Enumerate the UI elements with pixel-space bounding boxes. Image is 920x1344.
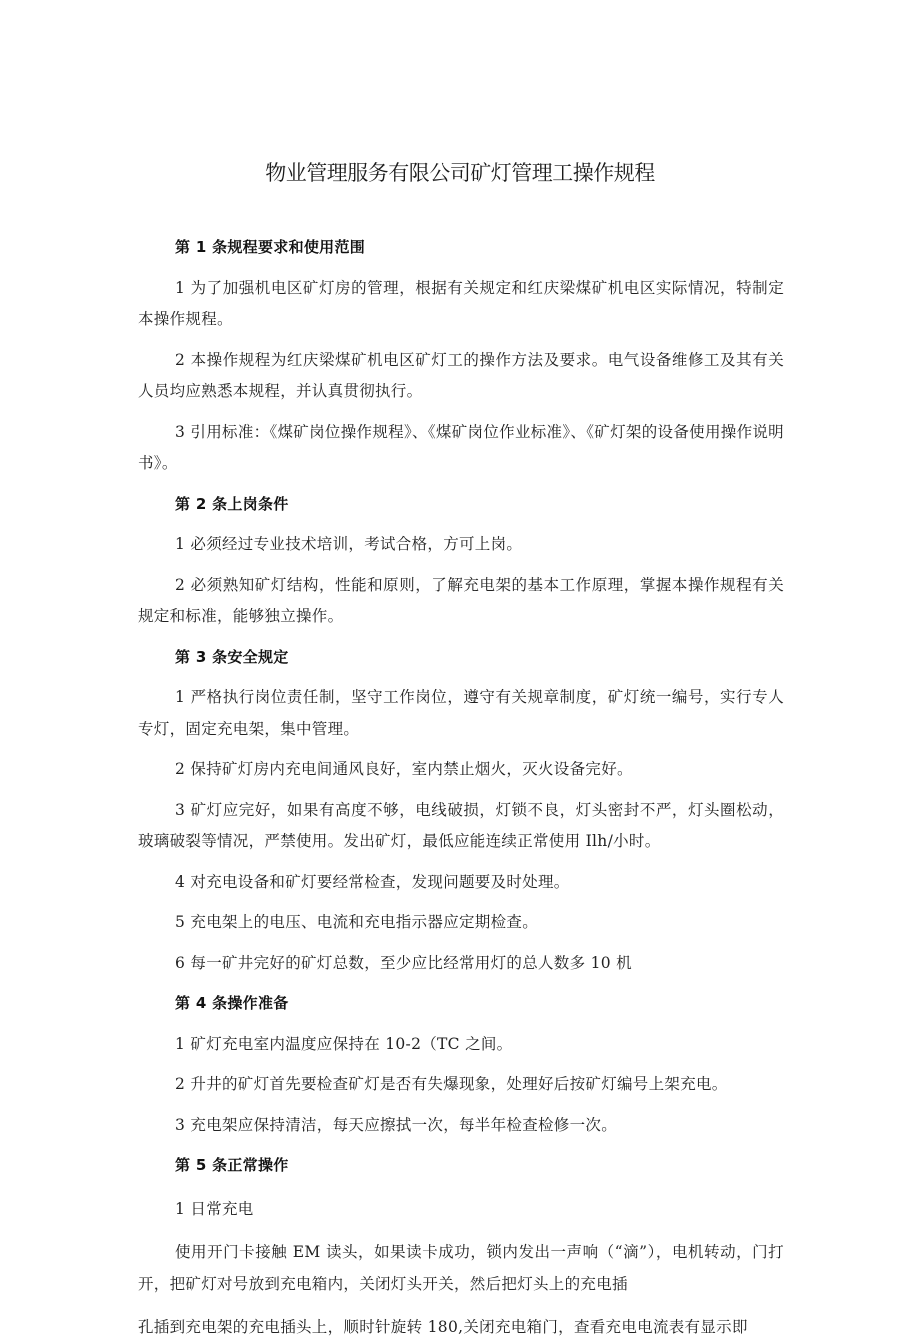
paragraph: 4 对充电设备和矿灯要经常检查，发现问题要及时处理。 <box>175 872 570 891</box>
paragraph: 3 充电架应保持清洁，每天应擦拭一次，每半年检查检修一次。 <box>175 1115 617 1134</box>
page-title: 物业管理服务有限公司矿灯管理工操作规程 <box>265 161 655 185</box>
paragraph: 2 保持矿灯房内充电间通风良好，室内禁止烟火，灭火设备完好。 <box>175 760 633 778</box>
paragraph: 2 本操作规程为红庆梁煤矿机电区矿灯工的操作方法及要求。电气设备维修工及其有关人员均应熟悉本规程，并认真贯彻执行。 <box>138 350 784 400</box>
section-heading-4: 第 4 条操作准备 <box>175 994 289 1012</box>
section-heading-5: 第 5 条正常操作 <box>175 1156 289 1174</box>
paragraph: 1 必须经过专业技术培训，考试合格，方可上岗。 <box>175 535 523 553</box>
paragraph: 3 引用标准：《煤矿岗位操作规程》、《煤矿岗位作业标准》、《矿灯架的设备使用操作说明书》。 <box>138 422 784 472</box>
paragraph: 1 严格执行岗位责任制，坚守工作岗位，遵守有关规章制度，矿灯统一编号，实行专人专灯，固定充电架，集中管理。 <box>138 688 784 738</box>
paragraph: 6 每一矿井完好的矿灯总数，至少应比经常用灯的总人数多 10 机 <box>175 953 632 972</box>
paragraph: 2 升井的矿灯首先要检查矿灯是否有失爆现象，处理好后按矿灯编号上架充电。 <box>175 1075 728 1093</box>
paragraph: 孔插到充电架的充电插头上，顺时针旋转 180,关闭充电箱门，查看充电电流表有显示即 <box>138 1318 748 1336</box>
paragraph: 5 充电架上的电压、电流和充电指示器应定期检查。 <box>175 913 538 931</box>
section-heading-3: 第 3 条安全规定 <box>175 647 289 666</box>
section-heading-1: 第 1 条规程要求和使用范围 <box>175 238 366 256</box>
paragraph: 1 为了加强机电区矿灯房的管理，根据有关规定和红庆梁煤矿机电区实际情况，特制定本操作规程。 <box>138 278 784 328</box>
section-heading-2: 第 2 条上岗条件 <box>175 494 289 513</box>
paragraph: 使用开门卡接触 EM 读头，如果读卡成功，锁内发出一声响（“滴”），电机转动，门打开，把矿灯对号放到充电箱内，关闭灯头开关，然后把灯头上的充电插 <box>138 1243 784 1293</box>
paragraph: 1 矿灯充电室内温度应保持在 10-2（TC 之间。 <box>175 1034 513 1053</box>
paragraph: 3 矿灯应完好，如果有高度不够，电线破损，灯锁不良，灯头密封不严，灯头圈松动，玻璃破裂等情况，严禁使用。发出矿灯，最低应能连续正常使用 Ilh/小时。 <box>138 800 784 850</box>
paragraph: 1 日常充电 <box>175 1199 254 1218</box>
paragraph: 2 必须熟知矿灯结构，性能和原则，了解充电架的基本工作原理，掌握本操作规程有关规定和标准，能够独立操作。 <box>138 575 784 625</box>
document-body <box>138 232 784 1344</box>
